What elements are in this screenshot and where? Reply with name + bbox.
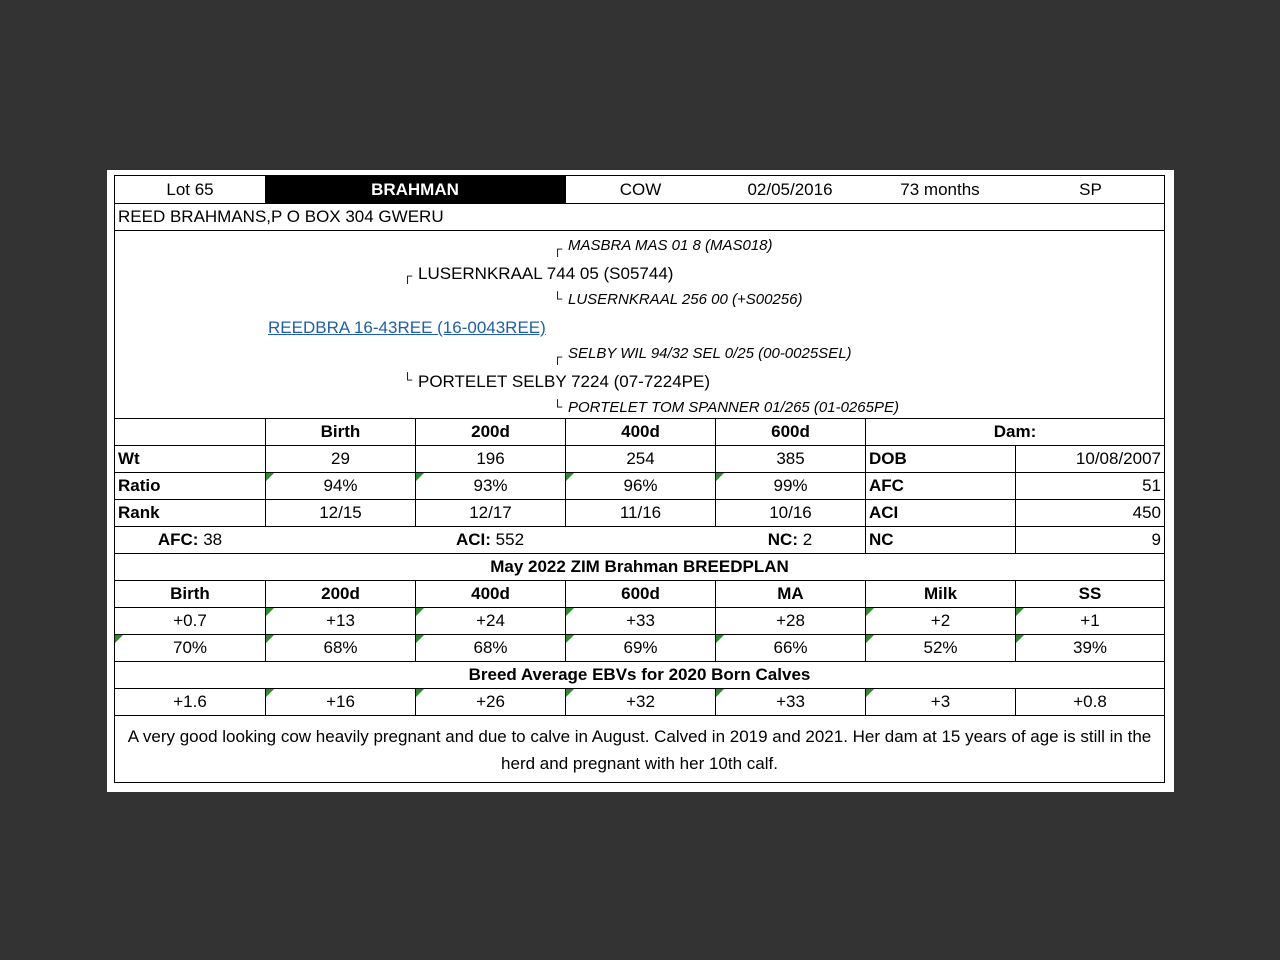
performance-header-row <box>115 419 1164 446</box>
ebv-cell: +2 <box>865 608 1015 634</box>
col-200d: 200d <box>415 419 565 445</box>
accuracy-cell: 69% <box>565 635 715 661</box>
header-row <box>115 176 1164 204</box>
col-header: MA <box>715 581 865 607</box>
average-cell: +32 <box>565 689 715 715</box>
average-cell: +1.6 <box>173 692 207 711</box>
row-label: Rank <box>118 503 160 522</box>
average-cell: +26 <box>415 689 565 715</box>
age-label: 73 months <box>900 179 980 199</box>
ebv-cell: +0.7 <box>173 611 207 630</box>
average-cell: +16 <box>265 689 415 715</box>
afc-summary: AFC: 38 <box>157 530 223 549</box>
dam-key: DOB <box>865 446 1015 472</box>
accuracy-cell: 68% <box>415 635 565 661</box>
value-cell: 196 <box>415 446 565 472</box>
row-label: Ratio <box>118 476 161 495</box>
value-cell: 99% <box>715 473 865 499</box>
dam-key: AFC <box>865 473 1015 499</box>
value-cell: 93% <box>415 473 565 499</box>
owner-row <box>115 204 1164 231</box>
dam-header: Dam: <box>865 419 1164 445</box>
value-cell: 385 <box>715 446 865 472</box>
breedplan-title-row <box>115 554 1164 581</box>
accuracy-cell: 39% <box>1015 635 1164 661</box>
breedplan-title: May 2022 ZIM Brahman BREEDPLAN <box>490 557 789 576</box>
breed-average-row <box>115 689 1164 716</box>
birth-date: 02/05/2016 <box>747 179 833 199</box>
breed-average-title: Breed Average EBVs for 2020 Born Calves <box>468 665 811 684</box>
dam-sire: SELBY WIL 94/32 SEL 0/25 (00-0025SEL) <box>568 345 852 362</box>
col-header: Birth <box>170 584 210 603</box>
sire-dam: LUSERNKRAAL 256 00 (+S00256) <box>568 291 803 308</box>
dam-key: NC <box>865 527 1015 553</box>
col-600d: 600d <box>715 419 865 445</box>
ebv-cell: +24 <box>415 608 565 634</box>
dam: PORTELET SELBY 7224 (07-7224PE) <box>418 372 711 391</box>
breed-average-title-row <box>115 662 1164 689</box>
lot-comment: A very good looking cow heavily pregnant and due to calve in August. Calved in 2019 and 2021. Her dam at 15 years of age is still in the herd and pregnant with her 10th calf. <box>127 727 1152 773</box>
value-cell: 29 <box>265 446 415 472</box>
value-cell: 12/15 <box>265 500 415 526</box>
animal-link[interactable]: REEDBRA 16-43REE (16-0043REE) <box>268 318 546 337</box>
dam-value: 10/08/2007 <box>1015 446 1164 472</box>
value-cell: 12/17 <box>415 500 565 526</box>
col-header: SS <box>1015 581 1164 607</box>
col-header: 200d <box>265 581 415 607</box>
bracket-bottom: └ <box>553 291 563 306</box>
bracket-top: ┌ <box>403 268 413 283</box>
accuracy-cell: 70% <box>115 635 265 661</box>
value-cell: 94% <box>265 473 415 499</box>
breed-label: BRAHMAN <box>265 176 565 203</box>
bracket-bottom: └ <box>403 372 413 387</box>
dam-dam: PORTELET TOM SPANNER 01/265 (01-0265PE) <box>568 399 899 416</box>
value-cell: 11/16 <box>565 500 715 526</box>
summary-row <box>115 527 1164 554</box>
lot-table <box>114 175 1165 783</box>
sire-sire: MASBRA MAS 01 8 (MAS018) <box>568 237 773 254</box>
dam-value: 9 <box>1015 527 1164 553</box>
aci-summary: ACI: 552 <box>455 530 525 549</box>
value-cell: 10/16 <box>715 500 865 526</box>
col-birth: Birth <box>265 419 415 445</box>
breedplan-header-row <box>115 581 1164 608</box>
sex-label: COW <box>565 176 715 203</box>
nc-summary: NC: 2 <box>767 530 813 549</box>
ebv-cell: +33 <box>565 608 715 634</box>
average-cell: +0.8 <box>1015 689 1164 715</box>
ebv-cell: +1 <box>1015 608 1164 634</box>
col-header: Milk <box>865 581 1015 607</box>
ebv-cell: +13 <box>265 608 415 634</box>
owner-address: REED BRAHMANS,P O BOX 304 GWERU <box>118 207 444 226</box>
accuracy-row <box>115 635 1164 662</box>
bracket-top: ┌ <box>553 241 563 256</box>
col-header: 600d <box>565 581 715 607</box>
accuracy-cell: 52% <box>865 635 1015 661</box>
row-label: Wt <box>118 449 140 468</box>
accuracy-cell: 68% <box>265 635 415 661</box>
col-400d: 400d <box>565 419 715 445</box>
bracket-bottom: └ <box>553 399 563 414</box>
table-row <box>115 473 1164 500</box>
dam-value: 450 <box>1015 500 1164 526</box>
dam-key: ACI <box>865 500 1015 526</box>
table-row <box>115 500 1164 527</box>
average-cell: +3 <box>865 689 1015 715</box>
code-label: SP <box>1079 179 1102 199</box>
table-row <box>115 446 1164 473</box>
accuracy-cell: 66% <box>715 635 865 661</box>
col-header: 400d <box>415 581 565 607</box>
pedigree-block <box>115 231 1164 419</box>
lot-number: Lot 65 <box>166 179 214 199</box>
value-cell: 96% <box>565 473 715 499</box>
dam-value: 51 <box>1015 473 1164 499</box>
ebv-row <box>115 608 1164 635</box>
ebv-cell: +28 <box>715 608 865 634</box>
average-cell: +33 <box>715 689 865 715</box>
sire: LUSERNKRAAL 744 05 (S05744) <box>418 264 674 283</box>
bracket-top: ┌ <box>553 349 563 364</box>
value-cell: 254 <box>565 446 715 472</box>
